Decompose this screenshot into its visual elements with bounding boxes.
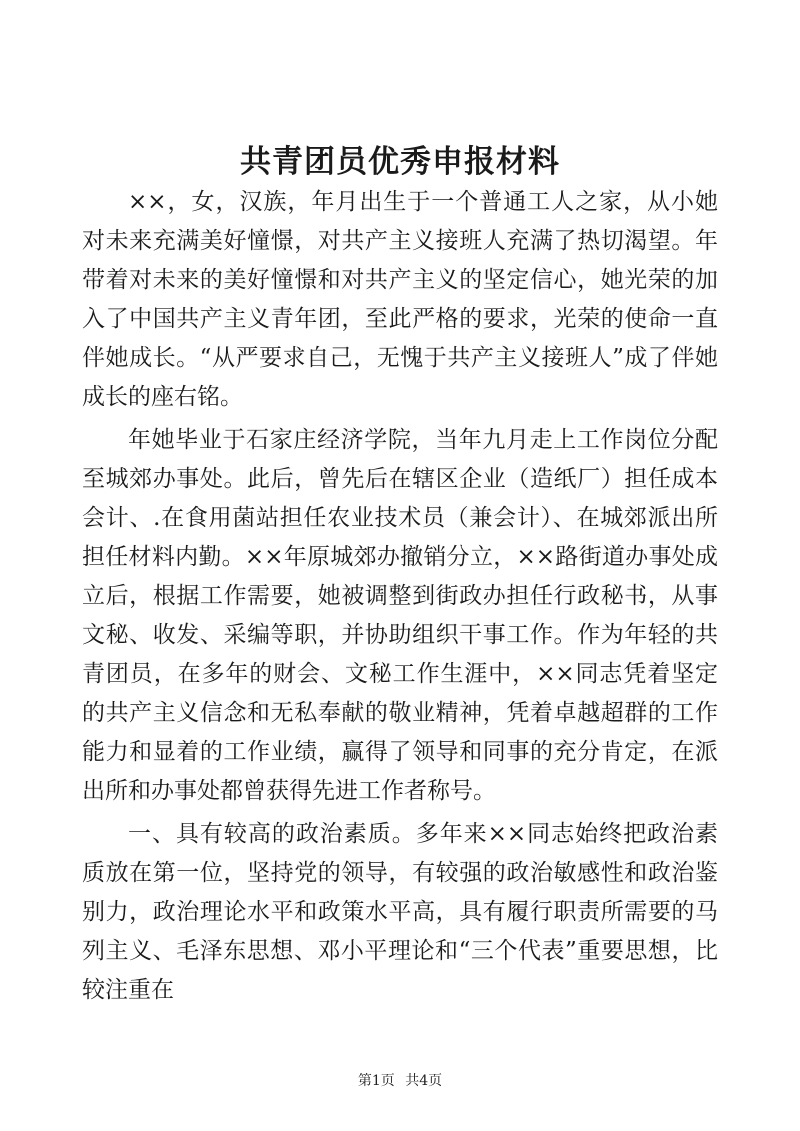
paragraph-career: 年她毕业于石家庄经济学院，当年九月走上工作岗位分配至城郊办事处。此后，曾先后在辖区企业（造纸厂）担任成本会计、.在食用菌站担任农业技术员（兼会计）、在城郊派出所担任材料内勤。××年原城郊办撤销分立，××路街道办事处成立后，根据工作需要，她被调整到街政办担任行政秘书，从事文秘、收发、采编等职，并协助组织干事工作。作为年轻的共青团员，在多年的财会、文秘工作生涯中，××同志凭着坚定的共产主义信念和无私奉献的敬业精神，凭着卓越超群的工作能力和显着的工作业绩，赢得了领导和同事的充分肯定，在派出所和办事处都曾获得先进工作者称号。 — [82, 427, 718, 804]
paragraph-intro: ××，女，汉族，年月出生于一个普通工人之家，从小她对未来充满美好憧憬，对共产主义接班人充满了热切渴望。年带着对未来的美好憧憬和对共产主义的坚定信心，她光荣的加入了中国共产主义青年团，至此严格的要求，光荣的使命一直伴她成长。“从严要求自己，无愧于共产主义接班人”成了伴她成长的座右铭。 — [82, 189, 718, 410]
page-footer — [0, 1071, 800, 1091]
document-body — [82, 183, 718, 1014]
paragraph-political-quality: 一、具有较高的政治素质。多年来××同志始终把政治素质放在第一位，坚持党的领导，有较强的政治敏感性和政治鉴别力，政治理论水平和政策水平高，具有履行职责所需要的马列主义、毛泽东思想、邓小平理论和“三个代表”重要思想，比较注重在 — [82, 821, 718, 1003]
page-total: 共4页 — [405, 1073, 443, 1089]
document-title: 共青团员优秀申报材料 — [240, 144, 560, 180]
page-number: 第1页 — [357, 1073, 395, 1089]
